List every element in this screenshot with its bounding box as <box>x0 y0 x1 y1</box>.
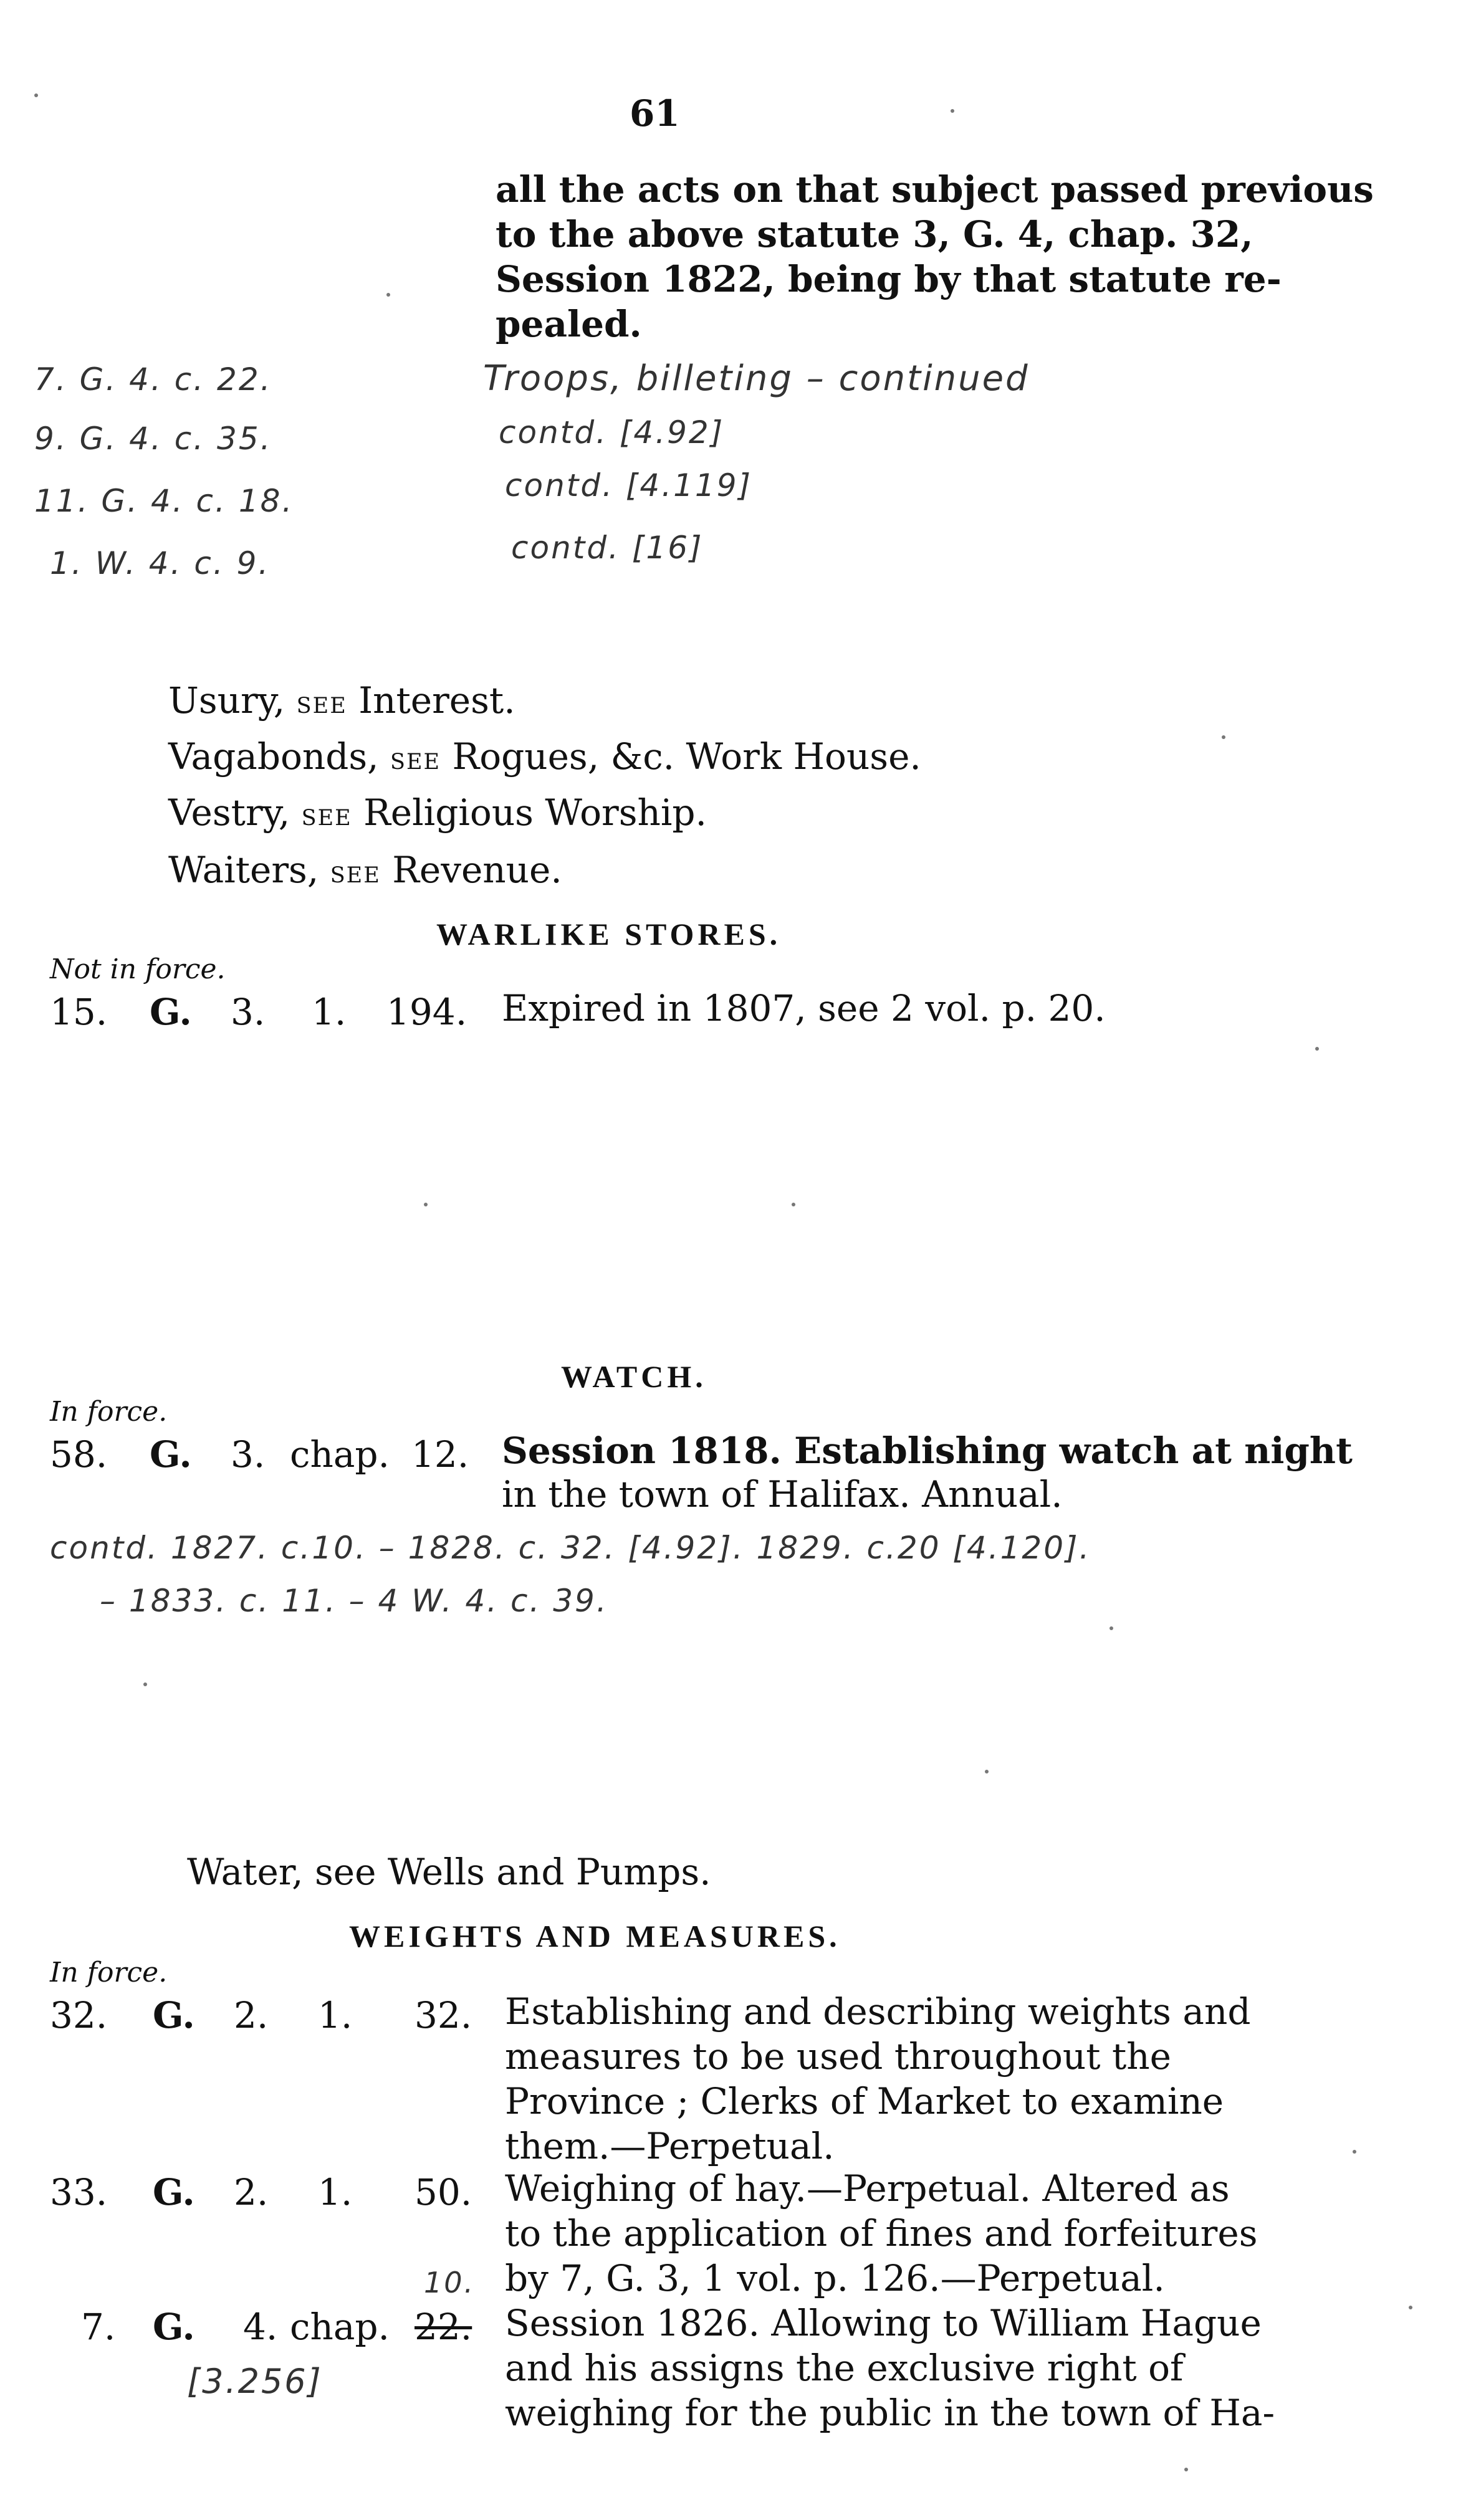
handwritten-ref-3: 11. G. 4. c. 18. <box>34 483 294 519</box>
intro-line-3: Session 1822, being by that statute re- <box>496 258 1282 300</box>
watch-c1: 58. <box>50 1433 108 1476</box>
scan-speck <box>34 93 38 97</box>
handwritten-ref-1: 7. G. 4. c. 22. <box>34 361 272 398</box>
weights-e2-margin-note: 10. <box>424 2266 476 2299</box>
scan-speck <box>951 109 954 113</box>
intro-line-4: pealed. <box>496 303 642 345</box>
watch-c2: G. <box>150 1433 192 1476</box>
handwritten-note-4: contd. [16] <box>511 530 704 566</box>
weights-e3-line-3: weighing for the public in the town of Ha- <box>505 2392 1275 2434</box>
warlike-c2: G. <box>150 991 192 1033</box>
scan-speck <box>1315 1047 1319 1051</box>
scan-speck <box>424 1203 428 1206</box>
weights-e2-c2: G. <box>153 2171 195 2213</box>
weights-e3-c4: chap. <box>290 2306 390 2348</box>
cross-ref-waiters: Waiters, see Revenue. <box>168 849 562 891</box>
weights-e3-line-2: and his assigns the exclusive right of <box>505 2347 1184 2389</box>
scan-speck <box>985 1770 989 1773</box>
scan-speck <box>1353 2150 1356 2154</box>
weights-e3-c2: G. <box>153 2306 195 2348</box>
warlike-c5: 194. <box>386 991 467 1033</box>
weights-e1-line-4: them.—Perpetual. <box>505 2125 835 2167</box>
weights-e1-c4: 1. <box>318 1994 353 2036</box>
weights-e3-line-1: Session 1826. Allowing to William Hague <box>505 2302 1262 2344</box>
watch-line-2: in the town of Halifax. Annual. <box>502 1473 1063 1515</box>
intro-line-1: all the acts on that subject passed previous <box>496 168 1374 211</box>
status-weights-in-force: In force. <box>50 1957 168 1988</box>
scan-speck <box>1222 735 1225 739</box>
cross-ref-vestry: Vestry, see Religious Worship. <box>168 791 707 834</box>
watch-handwritten-2: – 1833. c. 11. – 4 W. 4. c. 39. <box>100 1583 608 1619</box>
weights-e1-c2: G. <box>153 1994 195 2036</box>
heading-warlike-stores: WARLIKE STORES. <box>436 917 782 952</box>
warlike-c3: 3. <box>231 991 266 1033</box>
weights-e1-line-2: measures to be used throughout the <box>505 2035 1171 2078</box>
weights-e3-margin-note: [3.256] <box>187 2362 323 2401</box>
weights-e2-line-2: to the application of fines and forfeitures <box>505 2212 1258 2255</box>
weights-e3-c3: 4. <box>243 2306 278 2348</box>
intro-line-2: to the above statute 3, G. 4, chap. 32, <box>496 213 1253 255</box>
status-not-in-force: Not in force. <box>50 953 226 985</box>
weights-e1-c1: 32. <box>50 1994 108 2036</box>
watch-c4: chap. <box>290 1433 390 1476</box>
weights-e3-c5: 22. <box>415 2306 472 2348</box>
scan-speck <box>1184 2468 1188 2471</box>
cross-ref-vagabonds: Vagabonds, see Rogues, &c. Work House. <box>168 735 921 778</box>
scan-speck <box>143 1682 147 1686</box>
weights-e1-c5: 32. <box>415 1994 472 2036</box>
weights-e2-line-3: by 7, G. 3, 1 vol. p. 126.—Perpetual. <box>505 2257 1165 2299</box>
weights-e1-line-1: Establishing and describing weights and <box>505 1990 1251 2033</box>
weights-e2-line-1: Weighing of hay.—Perpetual. Altered as <box>505 2167 1230 2210</box>
handwritten-note-1: Troops, billeting – continued <box>483 358 1030 399</box>
scan-speck <box>1109 1626 1113 1630</box>
handwritten-note-3: contd. [4.119] <box>505 467 753 504</box>
weights-e1-c3: 2. <box>234 1994 269 2036</box>
cross-ref-water: Water, see Wells and Pumps. <box>187 1851 711 1893</box>
status-watch-in-force: In force. <box>50 1396 168 1428</box>
watch-c3: 3. <box>231 1433 266 1476</box>
weights-e2-c5: 50. <box>415 2171 472 2213</box>
handwritten-note-2: contd. [4.92] <box>499 414 725 451</box>
weights-e2-c4: 1. <box>318 2171 353 2213</box>
scan-speck <box>792 1203 795 1206</box>
scan-speck <box>386 293 390 297</box>
cross-ref-usury: Usury, see Interest. <box>168 679 515 722</box>
heading-watch: WATCH. <box>561 1359 707 1394</box>
weights-e3-c1: 7. <box>81 2306 116 2348</box>
warlike-c1: 15. <box>50 991 108 1033</box>
scan-speck <box>1409 2306 1412 2309</box>
handwritten-ref-2: 9. G. 4. c. 35. <box>34 421 272 457</box>
heading-weights-and-measures: WEIGHTS AND MEASURES. <box>349 1919 841 1954</box>
warlike-c4: 1. <box>312 991 347 1033</box>
handwritten-ref-4: 1. W. 4. c. 9. <box>50 545 271 581</box>
watch-c5: 12. <box>411 1433 469 1476</box>
page-number: 61 <box>630 92 680 135</box>
warlike-text: Expired in 1807, see 2 vol. p. 20. <box>502 987 1106 1029</box>
weights-e1-line-3: Province ; Clerks of Market to examine <box>505 2080 1224 2122</box>
weights-e2-c1: 33. <box>50 2171 108 2213</box>
weights-e2-c3: 2. <box>234 2171 269 2213</box>
watch-handwritten-1: contd. 1827. c.10. – 1828. c. 32. [4.92]. 1829. c.20 [4.120]. <box>50 1530 1091 1566</box>
watch-line-1: Session 1818. Establishing watch at night <box>502 1429 1353 1472</box>
